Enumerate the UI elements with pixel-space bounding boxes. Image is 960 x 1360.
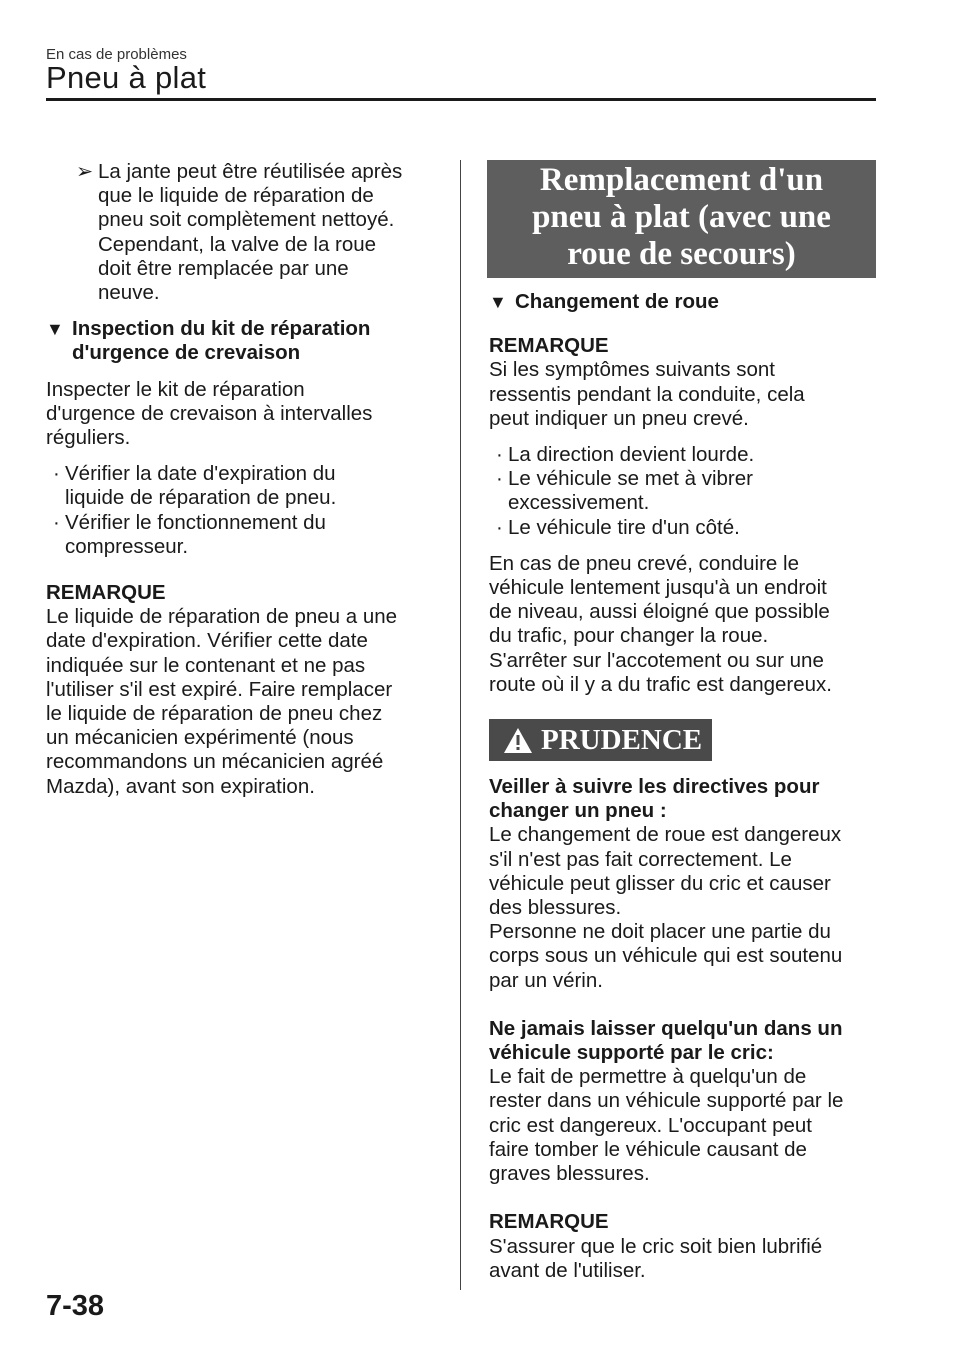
text-line: corps sous un véhicule qui est soutenu bbox=[489, 944, 843, 968]
bullet-item bbox=[489, 443, 876, 467]
text-line: Si les symptômes suivants sont bbox=[489, 358, 775, 382]
text-line: neuve. bbox=[98, 281, 160, 305]
bullet-list bbox=[489, 443, 876, 540]
note-label: REMARQUE bbox=[46, 581, 166, 605]
warning-icon bbox=[503, 727, 533, 754]
text-line: avant de l'utiliser. bbox=[489, 1258, 646, 1282]
note-label: REMARQUE bbox=[489, 1210, 609, 1234]
text-line: que le liquide de réparation de bbox=[98, 184, 374, 208]
text-line: Cependant, la valve de la roue bbox=[98, 232, 377, 256]
page-title: Pneu à plat bbox=[46, 60, 207, 95]
text-line: des blessures. bbox=[489, 896, 622, 920]
text-line: l'utiliser s'il est expiré. Faire remplacer bbox=[46, 677, 393, 701]
banner-line: Remplacement d'un bbox=[539, 162, 824, 198]
note-label: REMARQUE bbox=[489, 334, 609, 358]
page-number: 7-38 bbox=[46, 1290, 105, 1322]
text-line: Vérifier la date d'expiration du bbox=[65, 462, 336, 486]
text-line: le liquide de réparation de pneu chez bbox=[46, 702, 383, 726]
header-section-label: En cas de problèmes bbox=[46, 46, 187, 63]
bullet-dot-icon: · bbox=[496, 443, 503, 467]
text-line: S'assurer que le cric soit bien lubrifié bbox=[489, 1234, 823, 1258]
column-divider bbox=[460, 160, 461, 1290]
note-paragraph bbox=[46, 605, 431, 799]
text-line: faire tomber le véhicule causant de bbox=[489, 1137, 807, 1161]
text-line: compresseur. bbox=[65, 534, 189, 558]
text-line: Ne jamais laisser quelqu'un dans un bbox=[489, 1016, 843, 1040]
section-banner bbox=[487, 160, 876, 278]
text-line: véhicule lentement jusqu'à un endroit bbox=[489, 576, 827, 600]
text-line: rester dans un véhicule supporté par le bbox=[489, 1089, 844, 1113]
bullet-list bbox=[46, 462, 431, 559]
section-heading bbox=[489, 290, 876, 314]
text-line: véhicule supporté par le cric: bbox=[489, 1041, 774, 1065]
heading-text: Changement de roue bbox=[515, 290, 719, 313]
heading-line: d'urgence de crevaison bbox=[72, 341, 301, 365]
right-column bbox=[489, 160, 876, 1283]
text-line: doit être remplacée par une bbox=[98, 256, 349, 280]
caution-body bbox=[489, 823, 876, 992]
text-line: peut indiquer un pneu crevé. bbox=[489, 406, 749, 430]
text-line: Le changement de roue est dangereux bbox=[489, 823, 842, 847]
heading-line: Inspection du kit de réparation bbox=[72, 317, 371, 341]
bullet-dot-icon: · bbox=[496, 467, 503, 491]
caution-body bbox=[489, 1065, 876, 1186]
text-line: excessivement. bbox=[508, 491, 650, 515]
text-line: Veiller à suivre les directives pour bbox=[489, 775, 820, 799]
bullet-item bbox=[489, 516, 876, 540]
caution-title bbox=[489, 1017, 876, 1065]
text-line: Vérifier le fonctionnement du bbox=[65, 510, 326, 534]
text-line: recommandons un mécanicien agréé bbox=[46, 750, 384, 774]
text-line: par un vérin. bbox=[489, 968, 603, 992]
text-line: Le véhicule tire d'un côté. bbox=[508, 515, 740, 539]
bullet-item bbox=[46, 462, 431, 510]
text-line: En cas de pneu crevé, conduire le bbox=[489, 551, 799, 575]
text-line: Personne ne doit placer une partie du bbox=[489, 920, 831, 944]
text-line: indiquée sur le contenant et ne pas bbox=[46, 653, 366, 677]
banner-line: roue de secours) bbox=[567, 236, 796, 272]
text-line: s'il n'est pas fait correctement. Le bbox=[489, 847, 792, 871]
header-rule bbox=[46, 98, 876, 101]
body-paragraph bbox=[489, 552, 876, 697]
section-heading bbox=[46, 317, 431, 365]
triangle-down-icon: ▼ bbox=[489, 292, 507, 312]
text-line: un mécanicien expérimenté (nous bbox=[46, 726, 354, 750]
text-line: changer un pneu : bbox=[489, 799, 667, 823]
text-line: La direction devient lourde. bbox=[508, 443, 755, 467]
text-line: Le liquide de réparation de pneu a une bbox=[46, 605, 398, 629]
text-line: Le fait de permettre à quelqu'un de bbox=[489, 1065, 807, 1089]
note-paragraph bbox=[489, 358, 876, 431]
left-column bbox=[46, 160, 431, 811]
arrow-item-text bbox=[98, 160, 431, 305]
bullet-item bbox=[46, 511, 431, 559]
banner-line: pneu à plat (avec une bbox=[532, 199, 831, 235]
text-line: graves blessures. bbox=[489, 1162, 650, 1186]
text-line: Le véhicule se met à vibrer bbox=[508, 467, 753, 491]
text-line: Inspecter le kit de réparation bbox=[46, 377, 305, 401]
triangle-down-icon: ▼ bbox=[46, 319, 64, 340]
text-line: date d'expiration. Vérifier cette date bbox=[46, 629, 368, 653]
bullet-item bbox=[489, 467, 876, 515]
text-line: véhicule peut glisser du cric et causer bbox=[489, 871, 831, 895]
text-line: réguliers. bbox=[46, 426, 131, 450]
arrow-item bbox=[46, 160, 431, 305]
text-line: route où il y a du trafic est dangereux. bbox=[489, 672, 833, 696]
text-line: pneu soit complètement nettoyé. bbox=[98, 208, 395, 232]
arrow-right-icon: ➢ bbox=[76, 160, 94, 183]
caution-label bbox=[489, 719, 712, 761]
caution-text: PRUDENCE bbox=[541, 724, 703, 757]
text-line: de niveau, aussi éloigné que possible bbox=[489, 600, 830, 624]
bullet-dot-icon: · bbox=[496, 515, 503, 539]
intro-paragraph bbox=[46, 378, 431, 451]
note-paragraph bbox=[489, 1235, 876, 1283]
bullet-dot-icon: · bbox=[53, 462, 60, 486]
caution-title bbox=[489, 775, 876, 823]
text-line: cric est dangereux. L'occupant peut bbox=[489, 1113, 813, 1137]
text-line: S'arrêter sur l'accotement ou sur une bbox=[489, 648, 824, 672]
text-line: ressentis pendant la conduite, cela bbox=[489, 382, 805, 406]
text-line: d'urgence de crevaison à intervalles bbox=[46, 401, 373, 425]
text-line: Mazda), avant son expiration. bbox=[46, 774, 315, 798]
text-line: La jante peut être réutilisée après bbox=[98, 160, 403, 183]
bullet-dot-icon: · bbox=[53, 510, 60, 534]
text-line: du trafic, pour changer la roue. bbox=[489, 624, 769, 648]
text-line: liquide de réparation de pneu. bbox=[65, 486, 337, 510]
